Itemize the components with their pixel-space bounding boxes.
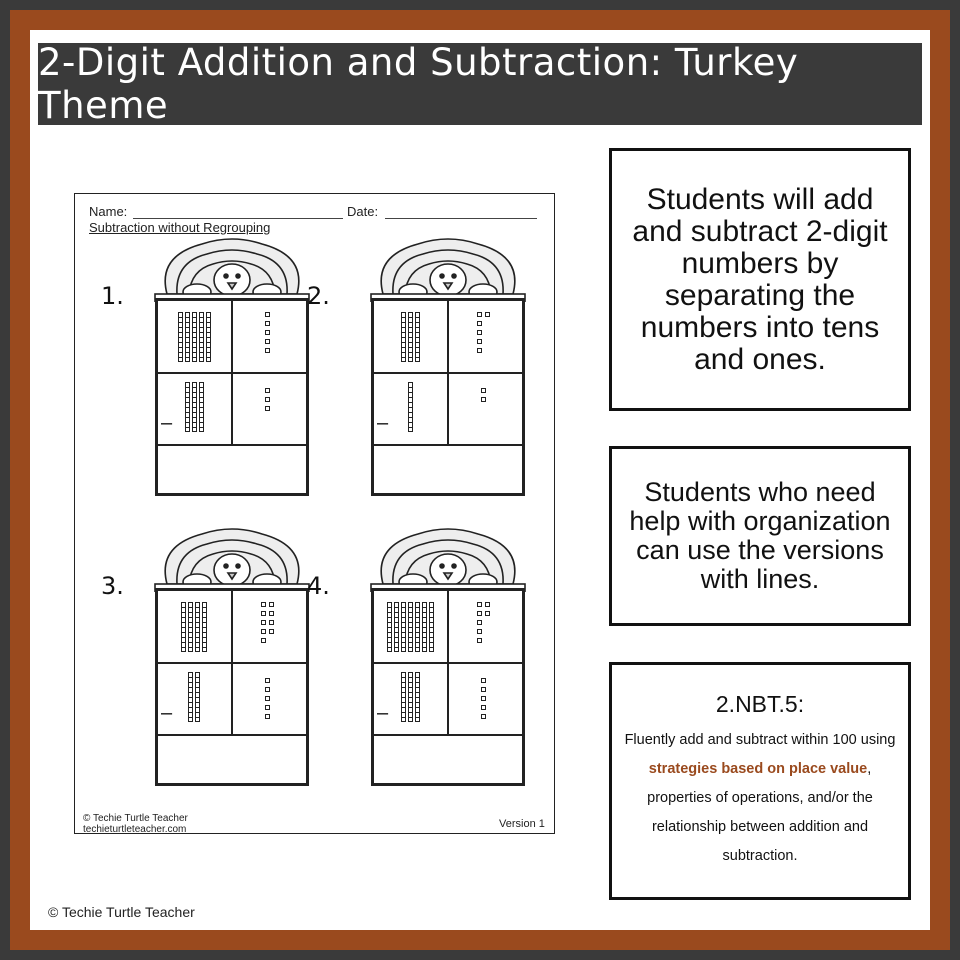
tens-rod	[415, 672, 420, 722]
ones-cube	[477, 330, 482, 335]
ones-bottom-cell	[447, 372, 523, 446]
worksheet-preview	[74, 193, 555, 834]
turkey-illustration	[363, 526, 533, 592]
problem-2	[307, 242, 509, 472]
turkey-illustration	[363, 236, 533, 302]
tens-rod	[415, 312, 420, 362]
ones-cube	[477, 611, 482, 616]
ones-cube	[481, 687, 486, 692]
ones-cube	[481, 696, 486, 701]
ones-cube	[485, 602, 490, 607]
tens-rod	[387, 602, 392, 652]
ones-cube	[265, 406, 270, 411]
answer-cell	[373, 444, 523, 494]
tens-rod	[181, 602, 186, 652]
ones-cube	[261, 620, 266, 625]
standard-code: 2.NBT.5:	[715, 691, 805, 717]
description-box-2	[609, 446, 911, 626]
problem-4	[307, 532, 509, 762]
tens-rod	[195, 602, 200, 652]
tens-rod	[408, 672, 413, 722]
ones-cube	[477, 629, 482, 634]
tens-rod	[185, 382, 190, 432]
turkey-illustration	[147, 236, 317, 302]
ones-cube	[477, 638, 482, 643]
problem-number: 2.	[307, 282, 330, 310]
ones-cube	[269, 620, 274, 625]
ones-cube	[261, 629, 266, 634]
tens-rod	[188, 672, 193, 722]
description-text-2: Students who need help with organization can use the versions with lines.	[629, 477, 891, 594]
ones-cube	[477, 312, 482, 317]
ones-cube	[481, 397, 486, 402]
ones-cube	[269, 611, 274, 616]
tens-rod	[199, 382, 204, 432]
ones-cube	[265, 330, 270, 335]
ones-cube	[269, 629, 274, 634]
turkey-illustration	[147, 526, 317, 592]
ones-cube	[265, 348, 270, 353]
ones-cube	[265, 705, 270, 710]
tens-rod	[429, 602, 434, 652]
copyright-text: © Techie Turtle Teacher	[48, 904, 195, 920]
name-line	[133, 218, 343, 219]
tens-rod	[422, 602, 427, 652]
tens-rod	[195, 672, 200, 722]
footer-site: techieturtleteacher.com	[83, 824, 187, 835]
description-box-1	[609, 148, 911, 411]
ones-cube	[477, 339, 482, 344]
ones-cube	[261, 638, 266, 643]
problem-number: 3.	[101, 572, 124, 600]
minus-sign: –	[161, 702, 173, 724]
ones-cube	[265, 687, 270, 692]
ones-cube	[261, 602, 266, 607]
tens-rod	[202, 602, 207, 652]
problem-1	[103, 242, 293, 472]
ones-cube	[265, 339, 270, 344]
tens-rod	[408, 382, 413, 432]
tens-rod	[185, 312, 190, 362]
tens-rod	[394, 602, 399, 652]
minus-sign: –	[161, 412, 173, 434]
title-banner	[38, 43, 922, 125]
standard-text	[624, 726, 896, 871]
ones-cube	[265, 321, 270, 326]
ones-cube	[485, 312, 490, 317]
ones-cube	[481, 714, 486, 719]
tens-rod	[401, 672, 406, 722]
date-label: Date:	[347, 204, 379, 219]
standard-text-after: , properties of operations, and/or the relationship between addition and subtraction.	[647, 761, 873, 864]
version-label: Version 1	[499, 818, 545, 830]
tens-rod	[401, 312, 406, 362]
page-title: 2-Digit Addition and Subtraction: Turkey Theme	[38, 41, 799, 127]
minus-sign: –	[377, 412, 389, 434]
ones-cube	[265, 678, 270, 683]
ones-cube	[261, 611, 266, 616]
worksheet-subtitle: Subtraction without Regrouping	[89, 220, 271, 235]
tens-rod	[192, 382, 197, 432]
place-value-grid	[371, 588, 525, 786]
name-label: Name:	[89, 204, 128, 219]
ones-cube	[485, 611, 490, 616]
problem-number: 4.	[307, 572, 330, 600]
ones-cube	[269, 602, 274, 607]
ones-cube	[265, 397, 270, 402]
tens-rod	[401, 602, 406, 652]
answer-cell	[157, 444, 307, 494]
answer-cell	[157, 734, 307, 784]
ones-cube	[481, 388, 486, 393]
standard-box	[609, 662, 911, 900]
ones-cube	[265, 388, 270, 393]
tens-rod	[178, 312, 183, 362]
tens-rod	[192, 312, 197, 362]
place-value-grid	[371, 298, 525, 496]
tens-rod	[188, 602, 193, 652]
date-line	[385, 218, 537, 219]
ones-cube	[477, 602, 482, 607]
footer-brand: © Techie Turtle Teacher	[83, 813, 188, 824]
tens-rod	[206, 312, 211, 362]
answer-cell	[373, 734, 523, 784]
problem-number: 1.	[101, 282, 124, 310]
tens-rod	[408, 602, 413, 652]
standard-text-before: Fluently add and subtract within 100 using	[624, 732, 896, 748]
ones-cube	[265, 696, 270, 701]
ones-cube	[481, 705, 486, 710]
ones-cube	[477, 620, 482, 625]
tens-rod	[199, 312, 204, 362]
tens-rod	[408, 312, 413, 362]
ones-cube	[265, 714, 270, 719]
ones-cube	[265, 312, 270, 317]
place-value-grid	[155, 298, 309, 496]
description-text-1: Students will add and subtract 2-digit numbers by separating the numbers into tens and ones.	[632, 182, 888, 376]
ones-cube	[477, 321, 482, 326]
place-value-grid	[155, 588, 309, 786]
ones-cube	[477, 348, 482, 353]
tens-rod	[415, 602, 420, 652]
ones-cube	[481, 678, 486, 683]
problem-3	[103, 532, 293, 762]
standard-highlight: strategies based on place value	[648, 761, 868, 777]
minus-sign: –	[377, 702, 389, 724]
